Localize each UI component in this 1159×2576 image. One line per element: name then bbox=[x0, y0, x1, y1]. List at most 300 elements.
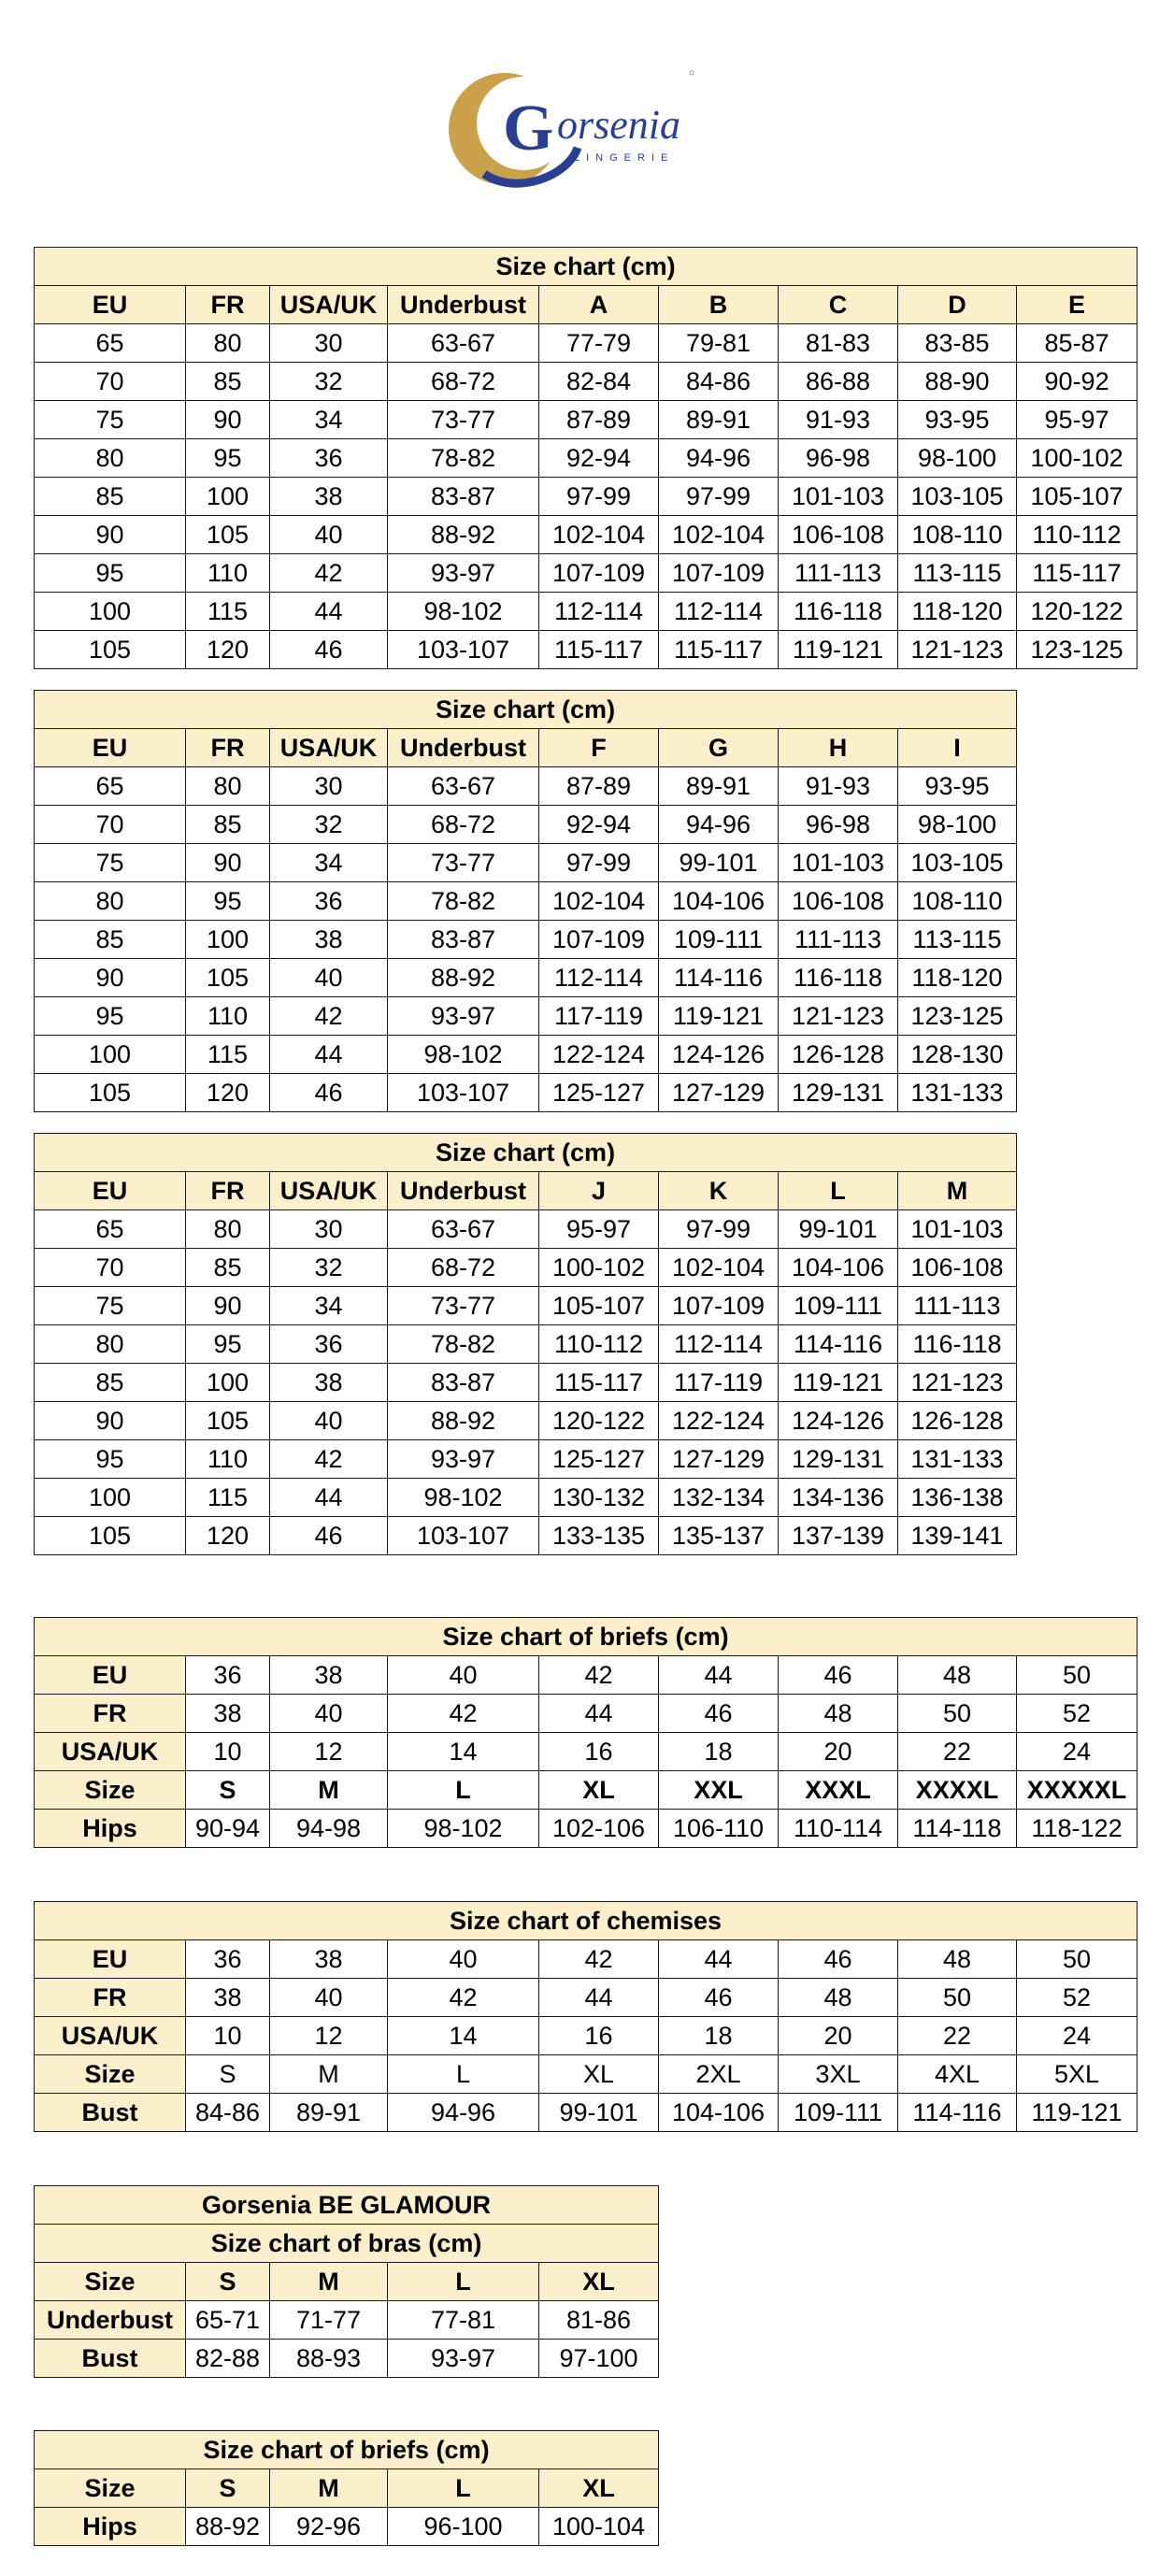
row-label: FR bbox=[35, 1979, 186, 2017]
table-cell: 110 bbox=[186, 554, 270, 593]
table-cell: 90 bbox=[186, 401, 270, 439]
header-row bbox=[35, 1172, 1017, 1210]
column-header: FR bbox=[186, 286, 270, 324]
chart-title: Size chart of briefs (cm) bbox=[35, 2431, 659, 2469]
table-cell: 40 bbox=[270, 1979, 388, 2017]
table-cell: 84-86 bbox=[659, 363, 779, 401]
table-cell: 119-121 bbox=[1017, 2094, 1138, 2132]
table-cell: 88-93 bbox=[270, 2340, 388, 2378]
table-cell: 84-86 bbox=[186, 2094, 270, 2132]
table-cell: 92-94 bbox=[539, 806, 659, 844]
table-cell: 120-122 bbox=[1017, 593, 1138, 631]
table-cell: 38 bbox=[270, 1364, 388, 1402]
table-cell: 127-129 bbox=[659, 1440, 779, 1479]
table-cell: 120-122 bbox=[539, 1402, 659, 1440]
table-cell: 91-93 bbox=[779, 767, 898, 806]
table-cell: 108-110 bbox=[898, 882, 1017, 921]
chart-title: Gorsenia BE GLAMOUR bbox=[35, 2186, 659, 2225]
be-glamour-bras-size-chart bbox=[34, 2185, 659, 2378]
column-header: I bbox=[898, 729, 1017, 767]
table-cell: 95 bbox=[186, 439, 270, 478]
table-cell: 85 bbox=[186, 806, 270, 844]
table-cell: 81-86 bbox=[539, 2301, 659, 2340]
table-cell: 65 bbox=[35, 767, 186, 806]
table-cell: 50 bbox=[1017, 1940, 1138, 1979]
table-cell: 24 bbox=[1017, 2017, 1138, 2055]
table-cell: 118-122 bbox=[1017, 1810, 1138, 1848]
table-cell: 42 bbox=[388, 1979, 539, 2017]
table-cell: 115 bbox=[186, 1479, 270, 1517]
column-header: XL bbox=[539, 2469, 659, 2508]
column-header: USA/UK bbox=[270, 1172, 388, 1210]
column-header: Underbust bbox=[388, 729, 539, 767]
table-cell: 42 bbox=[270, 1440, 388, 1479]
table-cell: 90 bbox=[186, 844, 270, 882]
column-header: M bbox=[270, 2469, 388, 2508]
table-cell: 104-106 bbox=[659, 2094, 779, 2132]
row-label: Size bbox=[35, 2055, 186, 2094]
column-header: S bbox=[186, 2469, 270, 2508]
logo-tagline: LINGERIE bbox=[574, 152, 675, 164]
table-cell: 85 bbox=[186, 1249, 270, 1287]
table-cell: 50 bbox=[1017, 1656, 1138, 1695]
table-cell: 124-126 bbox=[659, 1036, 779, 1074]
chart-title-row bbox=[35, 1618, 1138, 1656]
table-cell: 95 bbox=[35, 554, 186, 593]
table-cell: 87-89 bbox=[539, 401, 659, 439]
table-cell: 68-72 bbox=[388, 363, 539, 401]
table-cell: 34 bbox=[270, 401, 388, 439]
table-cell: XXXXL bbox=[898, 1771, 1017, 1810]
table-cell: 111-113 bbox=[898, 1287, 1017, 1325]
table-cell: 38 bbox=[270, 921, 388, 959]
table-cell: 116-118 bbox=[898, 1325, 1017, 1364]
table-cell: 123-125 bbox=[898, 997, 1017, 1036]
table-cell: 102-104 bbox=[659, 1249, 779, 1287]
table-cell: 102-104 bbox=[539, 516, 659, 554]
table-cell: 95-97 bbox=[539, 1210, 659, 1249]
table-cell: 114-116 bbox=[779, 1325, 898, 1364]
table-cell: 101-103 bbox=[779, 844, 898, 882]
table-cell: 38 bbox=[186, 1695, 270, 1733]
column-header: A bbox=[539, 286, 659, 324]
chart-title: Size chart (cm) bbox=[35, 691, 1017, 729]
column-header: EU bbox=[35, 1172, 186, 1210]
table-cell: 80 bbox=[186, 1210, 270, 1249]
column-header: USA/UK bbox=[270, 729, 388, 767]
table-row bbox=[35, 1517, 1017, 1555]
table-cell: 38 bbox=[270, 1656, 388, 1695]
chart-title-row bbox=[35, 691, 1017, 729]
table-cell: 14 bbox=[388, 1733, 539, 1771]
table-cell: 46 bbox=[270, 1074, 388, 1112]
table-cell: 32 bbox=[270, 806, 388, 844]
table-cell: 92-96 bbox=[270, 2508, 388, 2546]
table-cell: 113-115 bbox=[898, 554, 1017, 593]
table-cell: 111-113 bbox=[779, 921, 898, 959]
table-row bbox=[35, 554, 1138, 593]
table-cell: 88-92 bbox=[388, 516, 539, 554]
table-cell: 44 bbox=[539, 1979, 659, 2017]
chart-title-row bbox=[35, 2431, 659, 2469]
table-cell: 115 bbox=[186, 1036, 270, 1074]
table-cell: 97-99 bbox=[539, 844, 659, 882]
column-header: Underbust bbox=[388, 1172, 539, 1210]
table-cell: 93-97 bbox=[388, 554, 539, 593]
table-cell: 109-111 bbox=[779, 2094, 898, 2132]
table-cell: 40 bbox=[270, 1695, 388, 1733]
table-cell: 104-106 bbox=[659, 882, 779, 921]
table-cell: 30 bbox=[270, 767, 388, 806]
table-cell: 105 bbox=[186, 516, 270, 554]
table-cell: 103-107 bbox=[388, 631, 539, 669]
table-cell: 70 bbox=[35, 1249, 186, 1287]
table-row bbox=[35, 1364, 1017, 1402]
table-row bbox=[35, 2017, 1138, 2055]
be-glamour-briefs-size-chart bbox=[34, 2430, 659, 2546]
table-cell: XXL bbox=[659, 1771, 779, 1810]
table-cell: 112-114 bbox=[539, 959, 659, 997]
table-cell: 120 bbox=[186, 1074, 270, 1112]
briefs-size-chart bbox=[34, 1617, 1138, 1848]
column-header: D bbox=[898, 286, 1017, 324]
table-cell: 10 bbox=[186, 2017, 270, 2055]
table-cell: 87-89 bbox=[539, 767, 659, 806]
table-cell: 100 bbox=[35, 1479, 186, 1517]
table-cell: 97-99 bbox=[659, 478, 779, 516]
table-cell: 100-102 bbox=[1017, 439, 1138, 478]
column-header: H bbox=[779, 729, 898, 767]
table-cell: 36 bbox=[186, 1940, 270, 1979]
table-cell: 18 bbox=[659, 1733, 779, 1771]
column-header: F bbox=[539, 729, 659, 767]
table-cell: 80 bbox=[186, 767, 270, 806]
table-cell: 101-103 bbox=[779, 478, 898, 516]
table-cell: 42 bbox=[539, 1940, 659, 1979]
table-cell: 124-126 bbox=[779, 1402, 898, 1440]
table-cell: 100 bbox=[186, 1364, 270, 1402]
table-cell: 80 bbox=[186, 324, 270, 363]
table-cell: XXXL bbox=[779, 1771, 898, 1810]
table-cell: 88-90 bbox=[898, 363, 1017, 401]
table-row bbox=[35, 997, 1017, 1036]
chart-title-row bbox=[35, 2186, 659, 2225]
table-cell: 4XL bbox=[898, 2055, 1017, 2094]
table-cell: 119-121 bbox=[659, 997, 779, 1036]
table-cell: 94-96 bbox=[659, 806, 779, 844]
table-cell: 100-104 bbox=[539, 2508, 659, 2546]
row-label: EU bbox=[35, 1940, 186, 1979]
table-cell: 75 bbox=[35, 401, 186, 439]
table-cell: 127-129 bbox=[659, 1074, 779, 1112]
table-cell: L bbox=[388, 2055, 539, 2094]
table-cell: 73-77 bbox=[388, 1287, 539, 1325]
table-cell: 89-91 bbox=[659, 767, 779, 806]
svg-text:G: G bbox=[503, 93, 554, 165]
table-cell: 77-79 bbox=[539, 324, 659, 363]
table-cell: 86-88 bbox=[779, 363, 898, 401]
table-cell: 73-77 bbox=[388, 844, 539, 882]
table-cell: 80 bbox=[35, 439, 186, 478]
table-cell: 83-87 bbox=[388, 1364, 539, 1402]
chart-title-row bbox=[35, 1134, 1017, 1172]
table-cell: 105 bbox=[186, 959, 270, 997]
table-row bbox=[35, 1074, 1017, 1112]
table-cell: 63-67 bbox=[388, 324, 539, 363]
table-cell: 65 bbox=[35, 1210, 186, 1249]
table-cell: 105-107 bbox=[539, 1287, 659, 1325]
table-cell: 70 bbox=[35, 363, 186, 401]
table-cell: 112-114 bbox=[539, 593, 659, 631]
table-row bbox=[35, 2094, 1138, 2132]
table-cell: 96-98 bbox=[779, 439, 898, 478]
column-header: M bbox=[898, 1172, 1017, 1210]
table-cell: 95 bbox=[186, 882, 270, 921]
table-cell: 93-97 bbox=[388, 2340, 539, 2378]
table-cell: XL bbox=[539, 2055, 659, 2094]
table-cell: 116-118 bbox=[779, 593, 898, 631]
table-cell: 107-109 bbox=[659, 1287, 779, 1325]
table-cell: 40 bbox=[388, 1656, 539, 1695]
table-row bbox=[35, 324, 1138, 363]
table-row bbox=[35, 767, 1017, 806]
table-cell: 95 bbox=[186, 1325, 270, 1364]
table-row bbox=[35, 1036, 1017, 1074]
table-cell: 126-128 bbox=[779, 1036, 898, 1074]
chart-title: Size chart (cm) bbox=[35, 1134, 1017, 1172]
table-cell: 108-110 bbox=[898, 516, 1017, 554]
table-row bbox=[35, 1287, 1017, 1325]
table-cell: 139-141 bbox=[898, 1517, 1017, 1555]
row-label: Size bbox=[35, 1771, 186, 1810]
table-cell: 44 bbox=[539, 1695, 659, 1733]
table-cell: 113-115 bbox=[898, 921, 1017, 959]
table-cell: 68-72 bbox=[388, 1249, 539, 1287]
table-cell: 36 bbox=[270, 1325, 388, 1364]
table-cell: 114-116 bbox=[659, 959, 779, 997]
row-label: FR bbox=[35, 1695, 186, 1733]
table-cell: 97-99 bbox=[659, 1210, 779, 1249]
table-row bbox=[35, 2508, 659, 2546]
column-header: S bbox=[186, 2263, 270, 2301]
table-cell: 114-116 bbox=[898, 2094, 1017, 2132]
table-row bbox=[35, 1325, 1017, 1364]
table-cell: 107-109 bbox=[539, 921, 659, 959]
table-row bbox=[35, 806, 1017, 844]
table-row bbox=[35, 516, 1138, 554]
table-cell: 102-104 bbox=[539, 882, 659, 921]
table-cell: 125-127 bbox=[539, 1074, 659, 1112]
table-cell: 44 bbox=[659, 1940, 779, 1979]
gorsenia-logo bbox=[447, 64, 708, 194]
table-cell: 105 bbox=[35, 1074, 186, 1112]
table-cell: 133-135 bbox=[539, 1517, 659, 1555]
column-header: J bbox=[539, 1172, 659, 1210]
table-cell: 42 bbox=[270, 554, 388, 593]
table-cell: 22 bbox=[898, 2017, 1017, 2055]
table-row bbox=[35, 1771, 1138, 1810]
row-label: USA/UK bbox=[35, 1733, 186, 1771]
table-cell: 103-105 bbox=[898, 844, 1017, 882]
table-cell: 46 bbox=[659, 1979, 779, 2017]
table-cell: 38 bbox=[270, 1940, 388, 1979]
header-row bbox=[35, 286, 1138, 324]
table-row bbox=[35, 401, 1138, 439]
table-cell: 109-111 bbox=[659, 921, 779, 959]
table-cell: 10 bbox=[186, 1733, 270, 1771]
table-cell: 90 bbox=[35, 959, 186, 997]
table-cell: 34 bbox=[270, 1287, 388, 1325]
column-header: M bbox=[270, 2263, 388, 2301]
column-header: Size bbox=[35, 2469, 186, 2508]
table-cell: 98-102 bbox=[388, 1810, 539, 1848]
table-cell: 105 bbox=[35, 1517, 186, 1555]
table-cell: 116-118 bbox=[779, 959, 898, 997]
table-cell: 42 bbox=[539, 1656, 659, 1695]
table-cell: 110-114 bbox=[779, 1810, 898, 1848]
row-label: Bust bbox=[35, 2340, 186, 2378]
table-row bbox=[35, 593, 1138, 631]
table-cell: 38 bbox=[186, 1979, 270, 2017]
table-cell: 38 bbox=[270, 478, 388, 516]
table-cell: 100 bbox=[35, 1036, 186, 1074]
table-cell: 50 bbox=[898, 1695, 1017, 1733]
column-header: G bbox=[659, 729, 779, 767]
table-cell: 85 bbox=[35, 921, 186, 959]
table-cell: 115-117 bbox=[539, 631, 659, 669]
table-cell: 85 bbox=[35, 1364, 186, 1402]
table-cell: 42 bbox=[388, 1695, 539, 1733]
table-cell: 90 bbox=[186, 1287, 270, 1325]
table-cell: 93-95 bbox=[898, 767, 1017, 806]
table-cell: 114-118 bbox=[898, 1810, 1017, 1848]
table-cell: 78-82 bbox=[388, 882, 539, 921]
table-cell: 109-111 bbox=[779, 1287, 898, 1325]
table-cell: 93-97 bbox=[388, 997, 539, 1036]
table-cell: 120 bbox=[186, 1517, 270, 1555]
table-cell: 100 bbox=[35, 593, 186, 631]
table-cell: 98-102 bbox=[388, 1479, 539, 1517]
table-cell: 110 bbox=[186, 997, 270, 1036]
header-row bbox=[35, 729, 1017, 767]
row-label: USA/UK bbox=[35, 2017, 186, 2055]
table-cell: 68-72 bbox=[388, 806, 539, 844]
table-cell: 52 bbox=[1017, 1979, 1138, 2017]
table-cell: 36 bbox=[270, 439, 388, 478]
table-cell: 103-107 bbox=[388, 1517, 539, 1555]
table-cell: 12 bbox=[270, 2017, 388, 2055]
table-cell: 103-107 bbox=[388, 1074, 539, 1112]
table-cell: 85 bbox=[35, 478, 186, 516]
table-cell: 94-96 bbox=[388, 2094, 539, 2132]
table-cell: 119-121 bbox=[779, 1364, 898, 1402]
table-cell: 71-77 bbox=[270, 2301, 388, 2340]
table-cell: 105-107 bbox=[1017, 478, 1138, 516]
table-cell: 85 bbox=[186, 363, 270, 401]
table-row bbox=[35, 1979, 1138, 2017]
table-cell: 16 bbox=[539, 2017, 659, 2055]
table-cell: 99-101 bbox=[779, 1210, 898, 1249]
table-row bbox=[35, 2301, 659, 2340]
table-cell: 115-117 bbox=[659, 631, 779, 669]
table-cell: 110-112 bbox=[1017, 516, 1138, 554]
table-cell: XXXXXL bbox=[1017, 1771, 1138, 1810]
table-cell: 81-83 bbox=[779, 324, 898, 363]
table-cell: 96-98 bbox=[779, 806, 898, 844]
table-cell: 32 bbox=[270, 1249, 388, 1287]
column-header: Underbust bbox=[388, 286, 539, 324]
table-cell: 121-123 bbox=[898, 631, 1017, 669]
row-label: Hips bbox=[35, 2508, 186, 2546]
table-cell: 46 bbox=[270, 1517, 388, 1555]
table-cell: 40 bbox=[270, 959, 388, 997]
table-cell: 16 bbox=[539, 1733, 659, 1771]
table-cell: 137-139 bbox=[779, 1517, 898, 1555]
table-row bbox=[35, 959, 1017, 997]
table-cell: 112-114 bbox=[659, 1325, 779, 1364]
table-cell: 52 bbox=[1017, 1695, 1138, 1733]
table-cell: 95-97 bbox=[1017, 401, 1138, 439]
table-cell: 115-117 bbox=[539, 1364, 659, 1402]
table-cell: 75 bbox=[35, 844, 186, 882]
table-cell: 123-125 bbox=[1017, 631, 1138, 669]
table-cell: 105 bbox=[35, 631, 186, 669]
table-cell: 112-114 bbox=[659, 593, 779, 631]
table-cell: S bbox=[186, 2055, 270, 2094]
table-row bbox=[35, 2340, 659, 2378]
table-cell: 22 bbox=[898, 1733, 1017, 1771]
logo-wordmark: orsenia bbox=[557, 102, 680, 148]
table-cell: 77-81 bbox=[388, 2301, 539, 2340]
table-cell: 42 bbox=[270, 997, 388, 1036]
table-cell: 48 bbox=[898, 1656, 1017, 1695]
table-cell: 91-93 bbox=[779, 401, 898, 439]
table-cell: 46 bbox=[659, 1695, 779, 1733]
table-cell: 115 bbox=[186, 593, 270, 631]
table-cell: 99-101 bbox=[659, 844, 779, 882]
table-cell: 128-130 bbox=[898, 1036, 1017, 1074]
table-cell: S bbox=[186, 1771, 270, 1810]
bra-size-chart-a-e bbox=[34, 247, 1138, 669]
column-header: FR bbox=[186, 1172, 270, 1210]
table-cell: 98-102 bbox=[388, 593, 539, 631]
table-cell: 98-102 bbox=[388, 1036, 539, 1074]
table-cell: 131-133 bbox=[898, 1440, 1017, 1479]
table-cell: 101-103 bbox=[898, 1210, 1017, 1249]
table-cell: 100 bbox=[186, 921, 270, 959]
table-cell: 93-95 bbox=[898, 401, 1017, 439]
table-cell: 88-92 bbox=[388, 959, 539, 997]
table-cell: 106-108 bbox=[779, 882, 898, 921]
table-cell: 40 bbox=[388, 1940, 539, 1979]
chart-subtitle-row bbox=[35, 2225, 659, 2263]
table-cell: 90 bbox=[35, 516, 186, 554]
table-cell: 5XL bbox=[1017, 2055, 1138, 2094]
row-label: EU bbox=[35, 1656, 186, 1695]
table-cell: 122-124 bbox=[659, 1402, 779, 1440]
table-cell: 90 bbox=[35, 1402, 186, 1440]
table-row bbox=[35, 439, 1138, 478]
table-cell: 94-96 bbox=[659, 439, 779, 478]
table-cell: 103-105 bbox=[898, 478, 1017, 516]
table-cell: 14 bbox=[388, 2017, 539, 2055]
table-row bbox=[35, 1479, 1017, 1517]
table-cell: 121-123 bbox=[779, 997, 898, 1036]
table-cell: 120 bbox=[186, 631, 270, 669]
table-cell: 122-124 bbox=[539, 1036, 659, 1074]
table-cell: 85-87 bbox=[1017, 324, 1138, 363]
table-cell: 83-87 bbox=[388, 921, 539, 959]
